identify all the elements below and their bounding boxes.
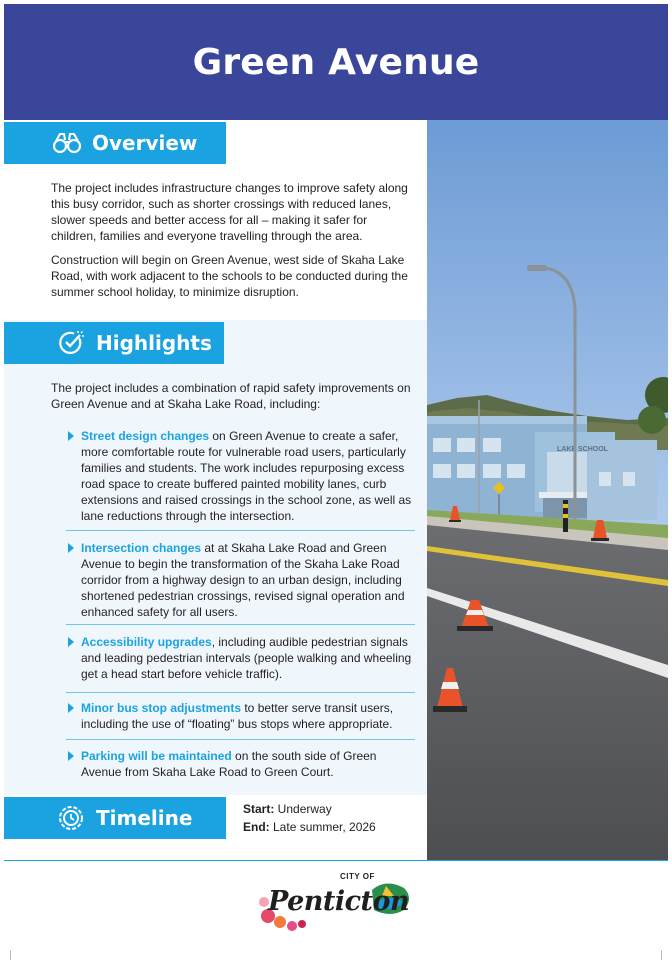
item-text: on Green Avenue to create a safer, more comfortable route for vulnerable road users, particularly families and students. The work includes repurposing excess road space to create buffered painted mobility lanes, curb extensions and raised crossings in the school zone, as well as lane reductions through the intersection. [81, 429, 412, 523]
list-item [68, 748, 416, 780]
bottom-rule [4, 860, 668, 861]
overview-paragraph-1: The project includes infrastructure changes to improve safety along this busy corridor, such as shorter crossings with reduced lanes, slower speeds and better access for all – making it safer for children, families and everyone travelling through the area. [51, 181, 408, 243]
highlights-heading [4, 322, 224, 364]
arrow-bullet-icon [68, 751, 74, 761]
logo-city-name: Penticton [268, 886, 410, 917]
divider [66, 692, 415, 693]
crop-mark [661, 950, 672, 960]
overview-title: Overview [92, 131, 198, 155]
start-value: Underway [274, 802, 332, 816]
page-header [4, 4, 668, 120]
divider [66, 530, 415, 531]
timeline-details [243, 800, 376, 836]
item-text: on the south side of Green Avenue from Skaha Lake Road to Green Court. [81, 749, 377, 779]
item-text: to better serve transit users, including the use of “floating” bus stops where appropriate. [81, 701, 394, 731]
crop-mark [0, 950, 11, 960]
list-item [68, 428, 416, 524]
highlights-title: Highlights [96, 331, 212, 355]
logo-city-of: CITY OF [340, 872, 375, 881]
item-text: , including audible pedestrian signals and leading pedestrian intervals (people walking and wheeling get a head start before vehicle traffic). [81, 635, 412, 681]
start-label: Start: [243, 802, 275, 816]
city-logo [254, 872, 418, 934]
page-title: Green Avenue [192, 41, 480, 83]
check-circle-icon [54, 328, 88, 358]
overview-paragraph-2: Construction will begin on Green Avenue, west side of Skaha Lake Road, with work adjacent to the schools to be conducted during the summer school holiday, to minimize disruption. [51, 253, 408, 299]
divider [66, 624, 415, 625]
arrow-bullet-icon [68, 637, 74, 647]
item-lead: Accessibility upgrades [81, 635, 212, 649]
item-lead: Intersection changes [81, 541, 202, 555]
item-lead: Minor bus stop adjustments [81, 701, 242, 715]
clock-gear-icon [54, 803, 88, 833]
street-photo [427, 120, 668, 861]
arrow-bullet-icon [68, 543, 74, 553]
highlights-intro: The project includes a combination of rapid safety improvements on Green Avenue and at Skaha Lake Road, including: [51, 381, 411, 411]
list-item [68, 540, 416, 620]
list-item [68, 700, 416, 732]
item-lead: Parking will be maintained [81, 749, 232, 763]
item-lead: Street design changes [81, 429, 210, 443]
timeline-heading [4, 797, 226, 839]
timeline-end [243, 818, 376, 836]
arrow-bullet-icon [68, 703, 74, 713]
school-sign: LAKE SCHOOL [557, 446, 608, 453]
end-label: End: [243, 820, 270, 834]
item-text: at at Skaha Lake Road and Green Avenue to begin the transformation of the Skaha Lake Road corridor from a highway design to an urban design, including shortened pedestrian crossings, revised signal operation and enhanced safety for all users. [81, 541, 405, 619]
binoculars-icon [50, 128, 84, 158]
divider [66, 739, 415, 740]
end-value: Late summer, 2026 [269, 820, 376, 834]
overview-heading [4, 122, 226, 164]
timeline-start [243, 800, 376, 818]
arrow-bullet-icon [68, 431, 74, 441]
list-item [68, 634, 416, 682]
timeline-title: Timeline [96, 806, 193, 830]
